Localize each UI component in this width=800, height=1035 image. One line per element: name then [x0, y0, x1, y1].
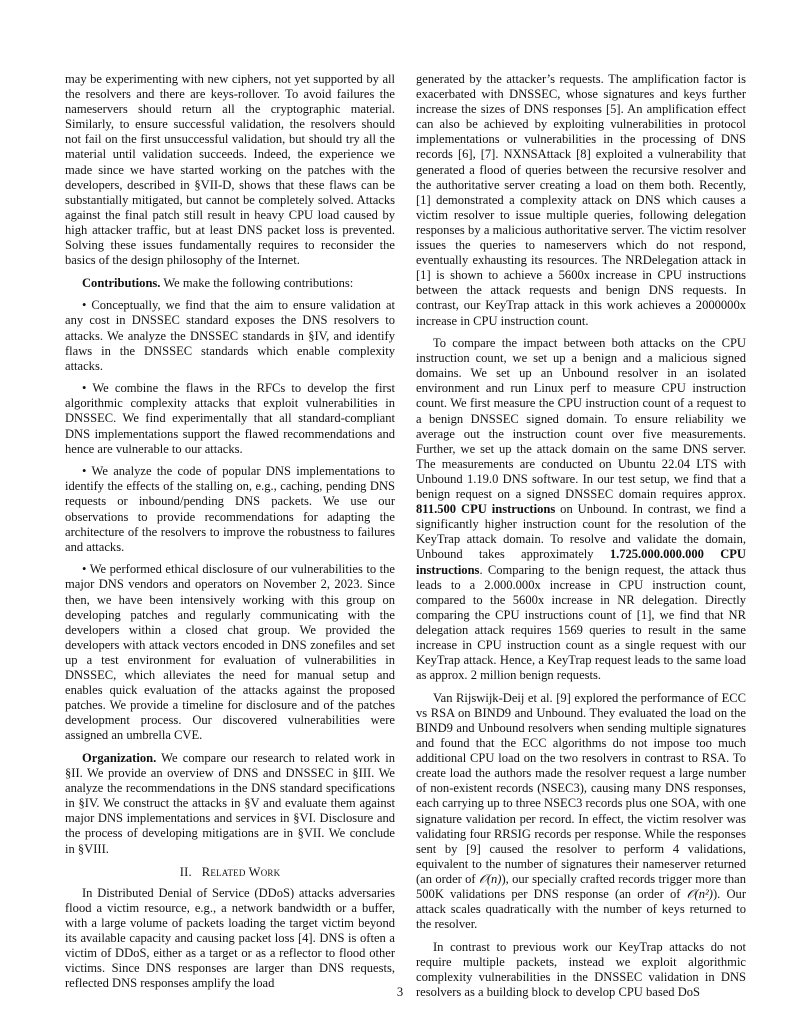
contribution-bullet-3: • We analyze the code of popular DNS implementations to identify the effects of the stalling on, e.g., caching, pending DNS requests or inbound/pending DNS packets. We use our observations to provide recommendations for adapting the architecture of the resolvers to improve the robustness to failures and attacks. — [65, 464, 395, 554]
big-o-n: 𝒪(n) — [478, 871, 502, 886]
ecc-rsa-text-b: ), our specially crafted records trigger more than 500K validations per DNS response (an order of — [416, 871, 746, 901]
cpu-comparison-text-d: . Comparing to the benign request, the attack thus leads to a 2.000.000x increase in CPU instruction count, compared to the 5600x increase in NR delegation. Directly comparing the CPU instructions count of [1], we find that NR delegation attack requires 1569 queries to result in the same increase in CPU instruction count as a single request with our KeyTrap attack. Hence, a KeyTrap request leads to the same load as approx. 2 million benign requests. — [416, 562, 746, 683]
organization-text: We compare our research to related work in §II. We provide an overview of DNS and DNSSEC in §III. We analyze the recommendations in the DNS standard specifications in §IV. We construct the attacks in §V and evaluate them against major DNS implementations and services in §VI. Disclosure and the process of developing mitigations are in §VII. We conclude in §VIII. — [65, 750, 395, 856]
cpu-comparison-paragraph — [416, 336, 746, 683]
ecc-rsa-text-c: ). Our attack scales quadratically with the number of keys returned to the resolver. — [416, 886, 746, 932]
right-column — [416, 72, 746, 1008]
intro-paragraph-continued: may be experimenting with new ciphers, not yet supported by all the resolvers and there are keys-rollover. To avoid failures the nameservers should return all the cryptographic material. Similarly, to ensure successful validation, the resolvers should not fail on the first unsuccessful validation, but should try all the material until validation succeeds. Indeed, the experience we made since we have started working on the patches with the developers, described in §VII-D, shows that these flaws can be substantially mitigated, but cannot be completely solved. Attacks against the final patch still result in heavy CPU load caused by high attacker traffic, but at least DNS packet loss is prevented. Solving these issues fundamentally requires to reconsider the basics of the design philosophy of the Internet. — [65, 72, 395, 268]
benign-instruction-count: 811.500 CPU instructions — [416, 502, 556, 517]
contribution-bullet-4: • We performed ethical disclosure of our vulnerabilities to the major DNS vendors and operators on November 2, 2023. Since then, we have been intensively working with this group on developing patches and regularly communicating with the developers within a closed chat group. We provided the developers with attack vectors encoded in DNS zonefiles and set up a test environment for evaluation of vulnerabilities in DNSSEC, which alleviates the need for manual setup and enables quick evaluation of the attacks against the proposed patches. We provide a timeline for disclosure and of the patches development process. Our discovered vulnerabilities were assigned an umbrella CVE. — [65, 562, 395, 743]
organization-paragraph — [65, 751, 395, 857]
attack-instruction-count: 1.725.000.000.000 CPU instructions — [416, 547, 746, 577]
amplification-paragraph: generated by the attacker’s requests. The amplification factor is exacerbated with DNSSEC, whose signatures and keys further increase the sizes of DNS responses [5]. An amplification effect can also be achieved by exploiting vulnerabilities in protocol implementations or vulnerabilities in the processing of DNS records [6], [7]. NXNSAttack [8] exploited a vulnerability that generated a flood of queries between the recursive resolver and the authoritative server creating a load on them both. Recently, [1] demonstrated a complexity attack on DNS which causes a victim resolver to issue multiple queries, following delegation responses by a malicious authoritative server. The victim resolver issues the queries to nameservers which do not respond, eventually exhausting its resources. The NRDelegation attack in [1] is shown to achieve a 5600x increase in CPU instructions between the attack requests and benign DNS requests. In contrast, our KeyTrap attack in this work achieves a 2000000x increase in CPU instruction count. — [416, 72, 746, 328]
related-work-paragraph: In Distributed Denial of Service (DDoS) attacks adversaries flood a victim resource, e.g., a network bandwidth or a buffer, with a large volume of packets loading the target victim beyond its available capacity and causing packet loss [4]. DNS is often a victim of DDoS, either as a target or as a reflector to flood other victims. Since DNS responses are larger than DNS requests, reflected DNS responses amplify the load — [65, 885, 395, 991]
page-number: 3 — [396, 985, 404, 999]
ecc-rsa-text-a: Van Rijswijk-Deij et al. [9] explored the performance of ECC vs RSA on BIND9 and Unbound. They evaluated the load on the BIND9 and Unbound resolvers when sending multiple signatures and found that the ECC algorithms do not impose too much additional CPU load on the two resolvers in contrast to RSA. To create load the authors made the resolver request a large number of non-existent records (NSEC3), causing many DNS responses, each carrying up to three NSEC3 records plus one SOA, with one signature validation per record. In effect, the victim resolver was validating four RRSIG records per response. While the responses sent by [9] caused the resolver to perform 4 validations, equivalent to the number of signatures their nameserver returned (an order of — [416, 690, 746, 886]
contributions-label: Contributions. — [82, 275, 161, 290]
contrast-paragraph: In contrast to previous work our KeyTrap attacks do not require multiple packets, instead we exploit algorithmic complexity vulnerabilities in the DNSSEC validation in DNS resolvers as a building block to develop CPU based DoS — [416, 939, 746, 1000]
section-title: Related Work — [201, 864, 281, 879]
contribution-bullet-1: • Conceptually, we find that the aim to ensure validation at any cost in DNSSEC standard exposes the DNS resolvers to attacks. We analyze the DNSSEC standards in §IV, and identify flaws in the DNSSEC standards which enable complexity attacks. — [65, 298, 395, 373]
cpu-comparison-text-c: on Unbound. In contrast, we find a significantly higher instruction count for the resolution of the KeyTrap attack domain. To resolve and validate the domain, Unbound takes approximately — [416, 502, 746, 562]
contributions-intro-text: We make the following contributions: — [160, 275, 354, 290]
contributions-intro — [65, 276, 395, 291]
ecc-rsa-paragraph — [416, 691, 746, 933]
contribution-bullet-2: • We combine the flaws in the RFCs to develop the first algorithmic complexity attacks that exploit vulnerabilities in DNSSEC. We find experimentally that all standard-compliant DNS implementations support the flawed recommendations and hence are vulnerable to our attacks. — [65, 381, 395, 456]
left-column — [65, 72, 395, 999]
big-o-n-squared: 𝒪(n²) — [686, 886, 713, 901]
section-heading-related-work — [65, 865, 395, 880]
organization-label: Organization. — [82, 750, 157, 765]
cpu-comparison-text-a: To compare the impact between both attacks on the CPU instruction count, we set up a benign and a malicious signed domains. We set up an Unbound resolver in an isolated environment and run Linux perf to measure CPU instruction count. We first measure the CPU instruction count of a request to a benign DNSSEC signed domain. To ensure reliability we average out the instruction count over five measurements. Further, we set up the attack domain on the same DNS server. The measurements are conducted on Ubuntu 22.04 LTS with Unbound 1.19.0 DNS software. In our test setup, we find that a benign request on a signed DNSSEC domain requires approx. — [416, 336, 746, 502]
section-number: II. — [179, 864, 192, 879]
